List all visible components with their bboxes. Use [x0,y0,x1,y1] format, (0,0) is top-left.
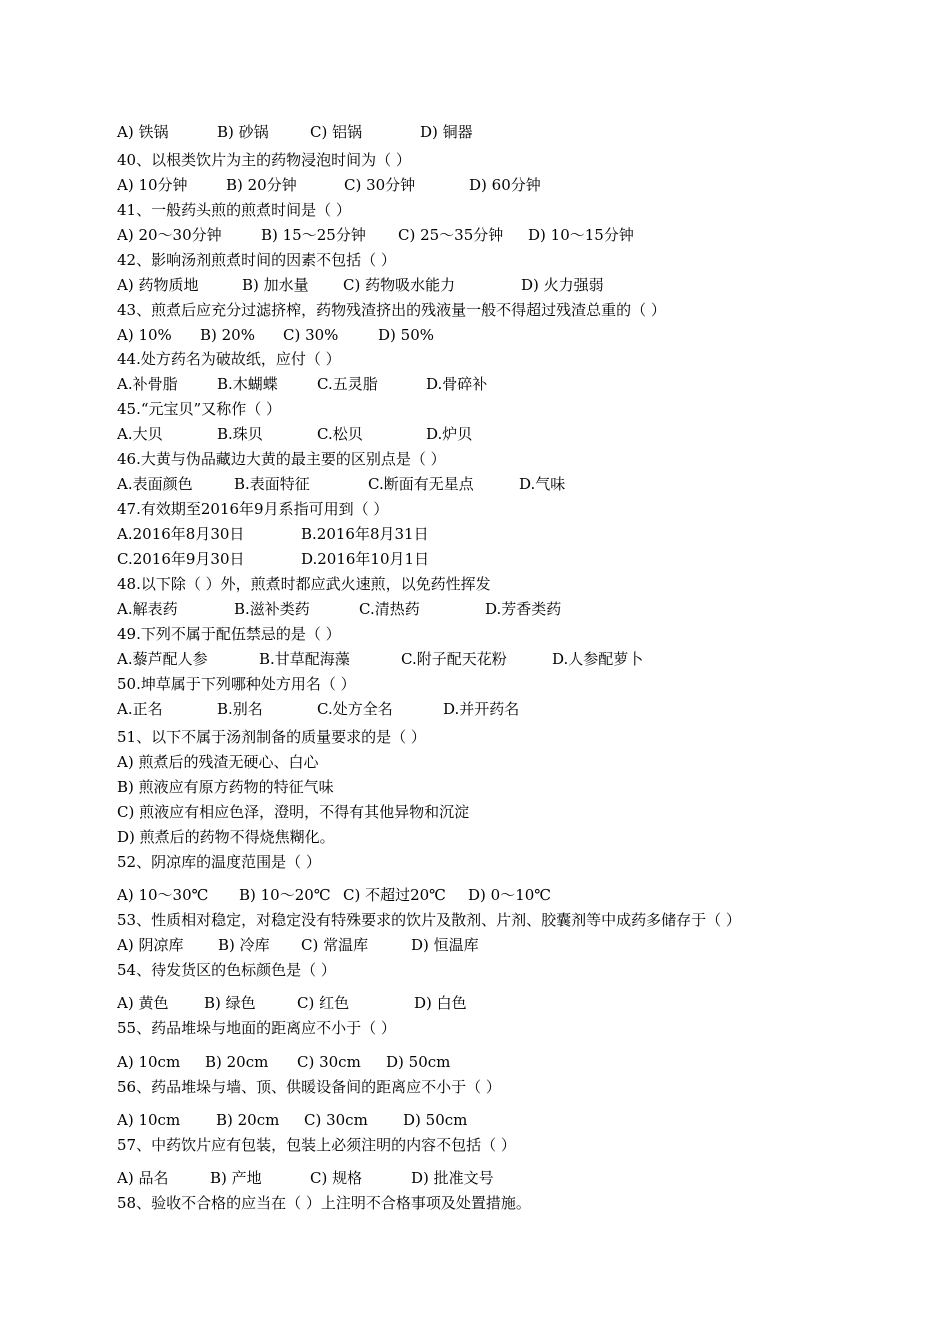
option: B) 20cm [216,1111,280,1129]
question-line: 48.以下除（ ）外，煎煮时都应武火速煎，以免药性挥发 [117,575,491,593]
option: D.骨碎补 [426,375,488,393]
option: D.芳香类药 [485,600,562,618]
option: B.滋补类药 [234,600,310,618]
option: D.并开药名 [443,700,520,718]
option: A) 品名 [117,1169,169,1187]
question-line: 42、影响汤剂煎煮时间的因素不包括（ ） [117,251,396,269]
answer-line: D) 煎煮后的药物不得烧焦糊化。 [117,828,335,846]
option: A) 10% [117,326,172,344]
option: D) 火力强弱 [521,276,604,294]
question-line: 50.坤草属于下列哪种处方用名（ ） [117,675,356,693]
question-line: 46.大黄与伪品藏边大黄的最主要的区别点是（ ） [117,450,446,468]
option: B.甘草配海藻 [259,650,350,668]
option: D) 0～10℃ [468,886,552,904]
option: B) 20cm [205,1053,269,1071]
option: A) 10cm [117,1053,181,1071]
question-line: 49.下列不属于配伍禁忌的是（ ） [117,625,341,643]
option: C.断面有无星点 [368,475,474,493]
option: C) 常温库 [301,936,369,954]
question-line: 58、验收不合格的应当在（ ）上注明不合格事项及处置措施。 [117,1194,531,1212]
question-line: 54、待发货区的色标颜色是（ ） [117,961,336,979]
option: D.炉贝 [426,425,473,443]
option: C) 铝锅 [310,123,363,141]
option: D.气味 [519,475,566,493]
question-line: 43、煎煮后应充分过滤挤榨，药物残渣挤出的残液量一般不得超过残渣总重的（ ） [117,301,666,319]
option: B) 15～25分钟 [261,226,366,244]
option: A.补骨脂 [117,375,178,393]
option: A) 阴凉库 [117,936,184,954]
option: A.藜芦配人参 [117,650,208,668]
question-line: 55、药品堆垛与地面的距离应不小于（ ） [117,1019,396,1037]
option: C.松贝 [317,425,363,443]
option: D) 50cm [403,1111,468,1129]
option: C.五灵脂 [317,375,378,393]
option: C.清热药 [359,600,420,618]
option: A.表面颜色 [117,475,193,493]
option: A.正名 [117,700,163,718]
option: A) 铁锅 [117,123,169,141]
option: B.珠贝 [217,425,263,443]
question-line: 47.有效期至2016年9月系指可用到（ ） [117,500,389,518]
option: D.人参配萝卜 [552,650,644,668]
answer-line: B) 煎液应有原方药物的特征气味 [117,778,334,796]
option: D) 批准文号 [411,1169,494,1187]
option: B.木蝴蝶 [217,375,278,393]
option: D) 恒温库 [411,936,479,954]
option: B.表面特征 [234,475,310,493]
option: B.别名 [217,700,263,718]
option: B) 产地 [210,1169,262,1187]
option: C.处方全名 [317,700,393,718]
option: D) 白色 [414,994,467,1012]
option: C) 25～35分钟 [398,226,504,244]
option: D.2016年10月1日 [301,550,430,568]
question-line: 41、一般药头煎的煎煮时间是（ ） [117,201,351,219]
option: C) 30cm [304,1111,368,1129]
option: A) 黄色 [117,994,169,1012]
option: B) 20分钟 [226,176,297,194]
option: C) 30% [283,326,339,344]
option: C) 规格 [310,1169,363,1187]
question-line: 56、药品堆垛与墙、顶、供暖设备间的距离应不小于（ ） [117,1078,501,1096]
option: B) 20% [200,326,255,344]
option: A) 药物质地 [117,276,199,294]
option: D) 60分钟 [469,176,541,194]
option: C) 30cm [297,1053,361,1071]
option: C) 红色 [297,994,350,1012]
option: D) 10～15分钟 [528,226,634,244]
question-line: 52、阴凉库的温度范围是（ ） [117,853,321,871]
option: D) 铜器 [420,123,473,141]
answer-line: C) 煎液应有相应色泽，澄明，不得有其他异物和沉淀 [117,803,470,821]
option: B.2016年8月31日 [301,525,429,543]
option: C) 30分钟 [344,176,416,194]
option: A) 10cm [117,1111,181,1129]
option: A.解表药 [117,600,178,618]
option: A) 10分钟 [117,176,188,194]
question-line: 44.处方药名为破故纸，应付（ ） [117,350,341,368]
option: C.2016年9月30日 [117,550,245,568]
option: B) 10～20℃ [239,886,331,904]
question-line: 53、性质相对稳定，对稳定没有特殊要求的饮片及散剂、片剂、胶囊剂等中成药多储存于（ ） [117,911,741,929]
question-line: 51、以下不属于汤剂制备的质量要求的是（ ） [117,728,426,746]
option: D) 50% [378,326,434,344]
question-line: 40、以根类饮片为主的药物浸泡时间为（ ） [117,151,411,169]
question-line: 57、中药饮片应有包装，包装上必须注明的内容不包括（ ） [117,1136,516,1154]
option: D) 50cm [386,1053,451,1071]
option: B) 加水量 [242,276,309,294]
option: B) 冷库 [218,936,270,954]
option: C.附子配天花粉 [401,650,507,668]
answer-line: A) 煎煮后的残渣无硬心、白心 [117,753,319,771]
option: B) 砂锅 [217,123,269,141]
option: C) 药物吸水能力 [343,276,456,294]
question-line: 45.“元宝贝”又称作（ ） [117,400,281,418]
option: B) 绿色 [204,994,256,1012]
option: A) 10～30℃ [117,886,209,904]
option: A) 20～30分钟 [117,226,222,244]
option: A.大贝 [117,425,163,443]
option: C) 不超过20℃ [343,886,446,904]
option: A.2016年8月30日 [117,525,245,543]
